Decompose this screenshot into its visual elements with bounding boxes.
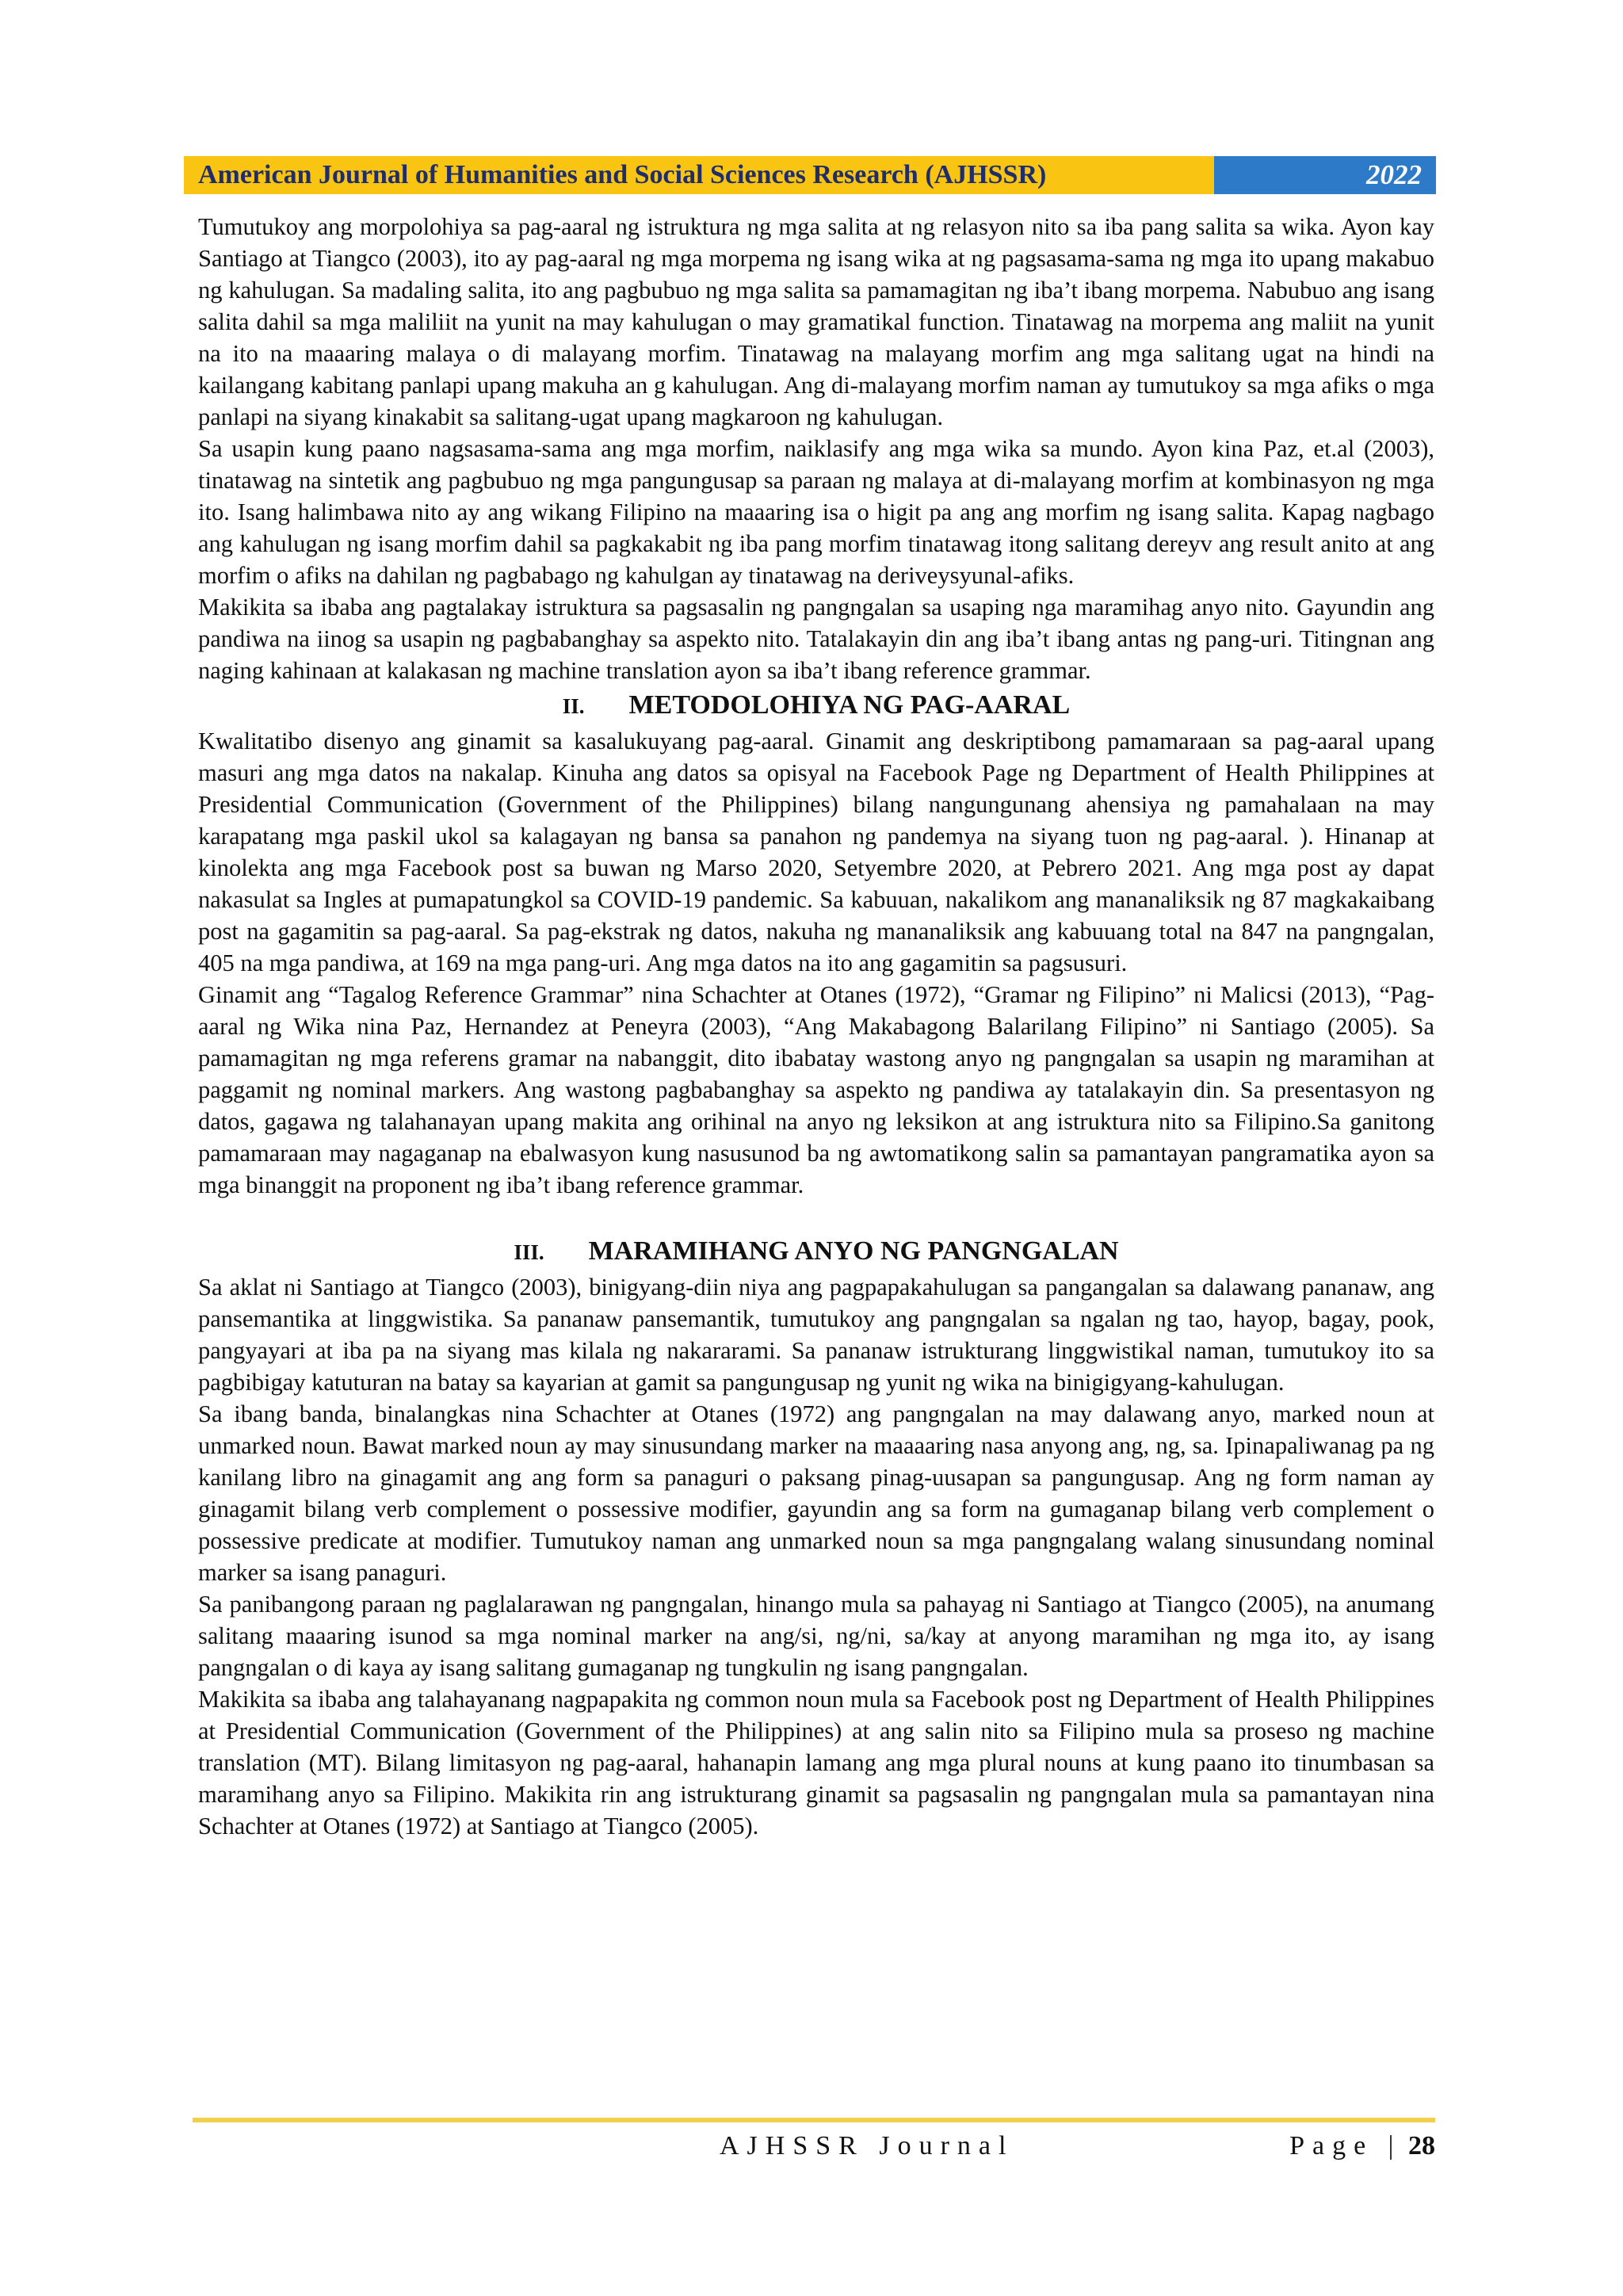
paragraph-nominal-marker: Sa panibangong paraan ng paglalarawan ng pangngalan, hinango mula sa pahayag ni Santiago at Tiangco (2005), na anumang salitang maaaring isunod sa mga nominal marker na ang/si, ng/ni, sa/kay at anyong maramihan ng mga ito, ay isang pangngalan o di kaya ay isang salitang gumaganap ng tungkulin ng isang pangngalan. [198,1591,1434,1681]
section-number: II. [562,694,585,718]
paragraph-morfim-klasipikasyon: Sa usapin kung paano nagsasama-sama ang mga morfim, naiklasify ang mga wika sa mundo. Ayon kina Paz, et.al (2003), tinatawag na sintetik ang pagbubuo ng mga pangungusap sa paraan ng malaya at di-malayang morfim at kombinasyon ng mga ito. Isang halimbawa nito ay ang wikang Filipino na maaaring isa o higit pa ang ang morfim ng isang salita. Kapag nagbago ang kahulugan ng isang morfim dahil sa pagkakabit ng iba pang morfim tinatawag itong salitang dereyv ang result anito at ang morfim o afiks na dahilan ng pagbabago ng kahulgan ay tinatawag na deriveysyunal-afiks. [198,435,1434,589]
paragraph-marked-noun: Sa ibang banda, binalangkas nina Schachter at Otanes (1972) ang pangngalan na may dalawang anyo, marked noun at unmarked noun. Bawat marked noun ay may sinusundang marker na maaaaring nasa anyong ang, ng, sa. Ipinapaliwanag pa ng kanilang libro na ginagamit ang ang form sa panaguri o paksang pinag-uusapan sa pangungusap. Ang ng form naman ay ginagamit bilang verb complement o possessive modifier, gayundin ang sa form na gumaganap bilang verb complement o possessive predicate at modifier. Tumutukoy naman ang unmarked noun sa mga pangngalang walang sinusundang nominal marker sa isang panaguri. [198,1400,1434,1586]
paragraph-pangngalan-pananaw: Sa aklat ni Santiago at Tiangco (2003), binigyang-diin niya ang pagpapakahulugan sa pangangalan sa dalawang pananaw, ang pansemantika at linggwistika. Sa pananaw pansemantik, tumutukoy ang pangngalan sa ngalan ng tao, hayop, bagay, pook, pangyayari at iba pa na siyang mas kilala ng nakararami. Sa pananaw istrukturang linggwistikal naman, tumutukoy ito sa pagbibigay katuturan na batay sa kayarian at gamit sa pangungusap ng yunit ng wika na binigigyang-kahulugan. [198,1274,1434,1396]
page-footer [193,2127,1435,2165]
paragraph-disenyo: Kwalitatibo disenyo ang ginamit sa kasalukuyang pag-aaral. Ginamit ang deskriptibong pamamaraan sa pag-aaral upang masuri ang mga datos na nakalap. Kinuha ang datos sa opisyal na Facebook Page ng Department of Health Philippines at Presidential Communication (Government of the Philippines) bilang nangungunang ahensiya ng pamahalaan na may karapatang mga paskil ukol sa kalagayan ng bansa sa panahon ng pandemya na siyang tuon ng pag-aaral. ). Hinanap at kinolekta ang mga Facebook post sa buwan ng Marso 2020, Setyembre 2020, at Pebrero 2021. Ang mga post ay dapat nakasulat sa Ingles at pumapatungkol sa COVID-19 pandemic. Sa kabuuan, nakalikom ang mananaliksik ng 87 magkakaibang post na gagamitin sa pag-aaral. Sa pag-ekstrak ng datos, nakuha ng mananaliksik ang kabuuang total na 847 na pangngalan, 405 na mga pandiwa, at 169 na mga pang-uri. Ang mga datos na ito ang gagamitin sa pagsusuri. [198,728,1434,976]
page-label: Page | [1289,2131,1402,2160]
paragraph-talahanayan: Makikita sa ibaba ang talahayanang nagpapakita ng common noun mula sa Facebook post ng Department of Health Philippines at Presidential Communication (Government of the Philippines) at ang salin nito sa Filipino mula sa proseso ng machine translation (MT). Bilang limitasyon ng pag-aaral, hahanapin lamang ang mga plural nouns at kung paano ito tinumbasan sa maramihang anyo sa Filipino. Makikita rin ang istrukturang ginamit sa pagsasalin ng pangngalan mula sa pamantayan nina Schachter at Otanes (1972) at Santiago at Tiangco (2005). [198,1686,1434,1839]
section-title: METODOLOHIYA NG PAG-AARAL [628,690,1071,720]
section-title: MARAMIHANG ANYO NG PANGNGALAN [588,1236,1119,1266]
paragraph-morpolohiya: Tumutukoy ang morpolohiya sa pag-aaral ng istruktura ng mga salita at ng relasyon nito sa iba pang salita sa wika. Ayon kay Santiago at Tiangco (2003), ito ay pag-aaral ng mga morpema ng isang wika at ng pagsasama-sama ng mga ito upang makabuo ng kahulugan. Sa madaling salita, ito ang pagbubuo ng mga salita sa pamamagitan ng iba’t ibang morpema. Nabubuo ang isang salita dahil sa mga maliliit na yunit na may kahulugan o may gramatikal function. Tinatawag na morpema ang maliit na yunit na ito na maaaring malaya o di malayang morfim. Tinatawag na malayang morfim ang mga salitang ugat na hindi na kailangang kabitang panlapi upang makuha an g kahulugan. Ang di-malayang morfim naman ay tumutukoy sa mga afiks o mga panlapi na siyang kinakabit sa salitang-ugat upang magkaroon ng kahulugan. [198,213,1434,430]
running-header [184,156,1436,194]
page-indicator [1289,2127,1435,2165]
section-heading-maramihang-anyo [198,1232,1434,1271]
footer-divider [193,2118,1435,2122]
page-number: 28 [1408,2131,1435,2160]
journal-title: American Journal of Humanities and Social Sciences Research (AJHSSR) [184,156,1214,194]
section-number: III. [514,1240,544,1264]
paragraph-pagtalakay: Makikita sa ibaba ang pagtalakay istruktura sa pagsasalin ng pangngalan sa usaping nga maramihag anyo nito. Gayundin ang pandiwa na iinog sa usapin ng pagbabanghay sa aspekto nito. Tatalakayin din ang iba’t ibang antas ng pang-uri. Titingnan ang naging kahinaan at kalakasan ng machine translation ayon sa iba’t ibang reference grammar. [198,594,1434,684]
paragraph-reference-grammar: Ginamit ang “Tagalog Reference Grammar” nina Schachter at Otanes (1972), “Gramar ng Filipino” ni Malicsi (2013), “Pag-aaral ng Wika nina Paz, Hernandez at Peneyra (2003), “Ang Makabagong Balarilang Filipino” ni Santiago (2005). Sa pamamagitan ng mga referens gramar na nabanggit, dito ibabatay wastong anyo ng pangngalan sa usapin ng maramihan at paggamit ng nominal markers. Ang wastong pagbabanghay sa aspekto ng pandiwa ay tatalakayin din. Sa presentasyon ng datos, gagawa ng talahanayan upang makita ang orihinal na anyo ng leksikon at ang istruktura nito sa Filipino.Sa ganitong pamamaraan may nagaganap na ebalwasyon kung nasusunod ba ng awtomatikong salin sa pamantayan pangramatika ayon sa mga binanggit na proponent ng iba’t ibang reference grammar. [198,981,1434,1198]
footer-journal-name: AJHSSR Journal [720,2131,1014,2160]
header-year: 2022 [1214,156,1436,194]
section-heading-metodolohiya [198,686,1434,725]
article-body [198,211,1434,1842]
